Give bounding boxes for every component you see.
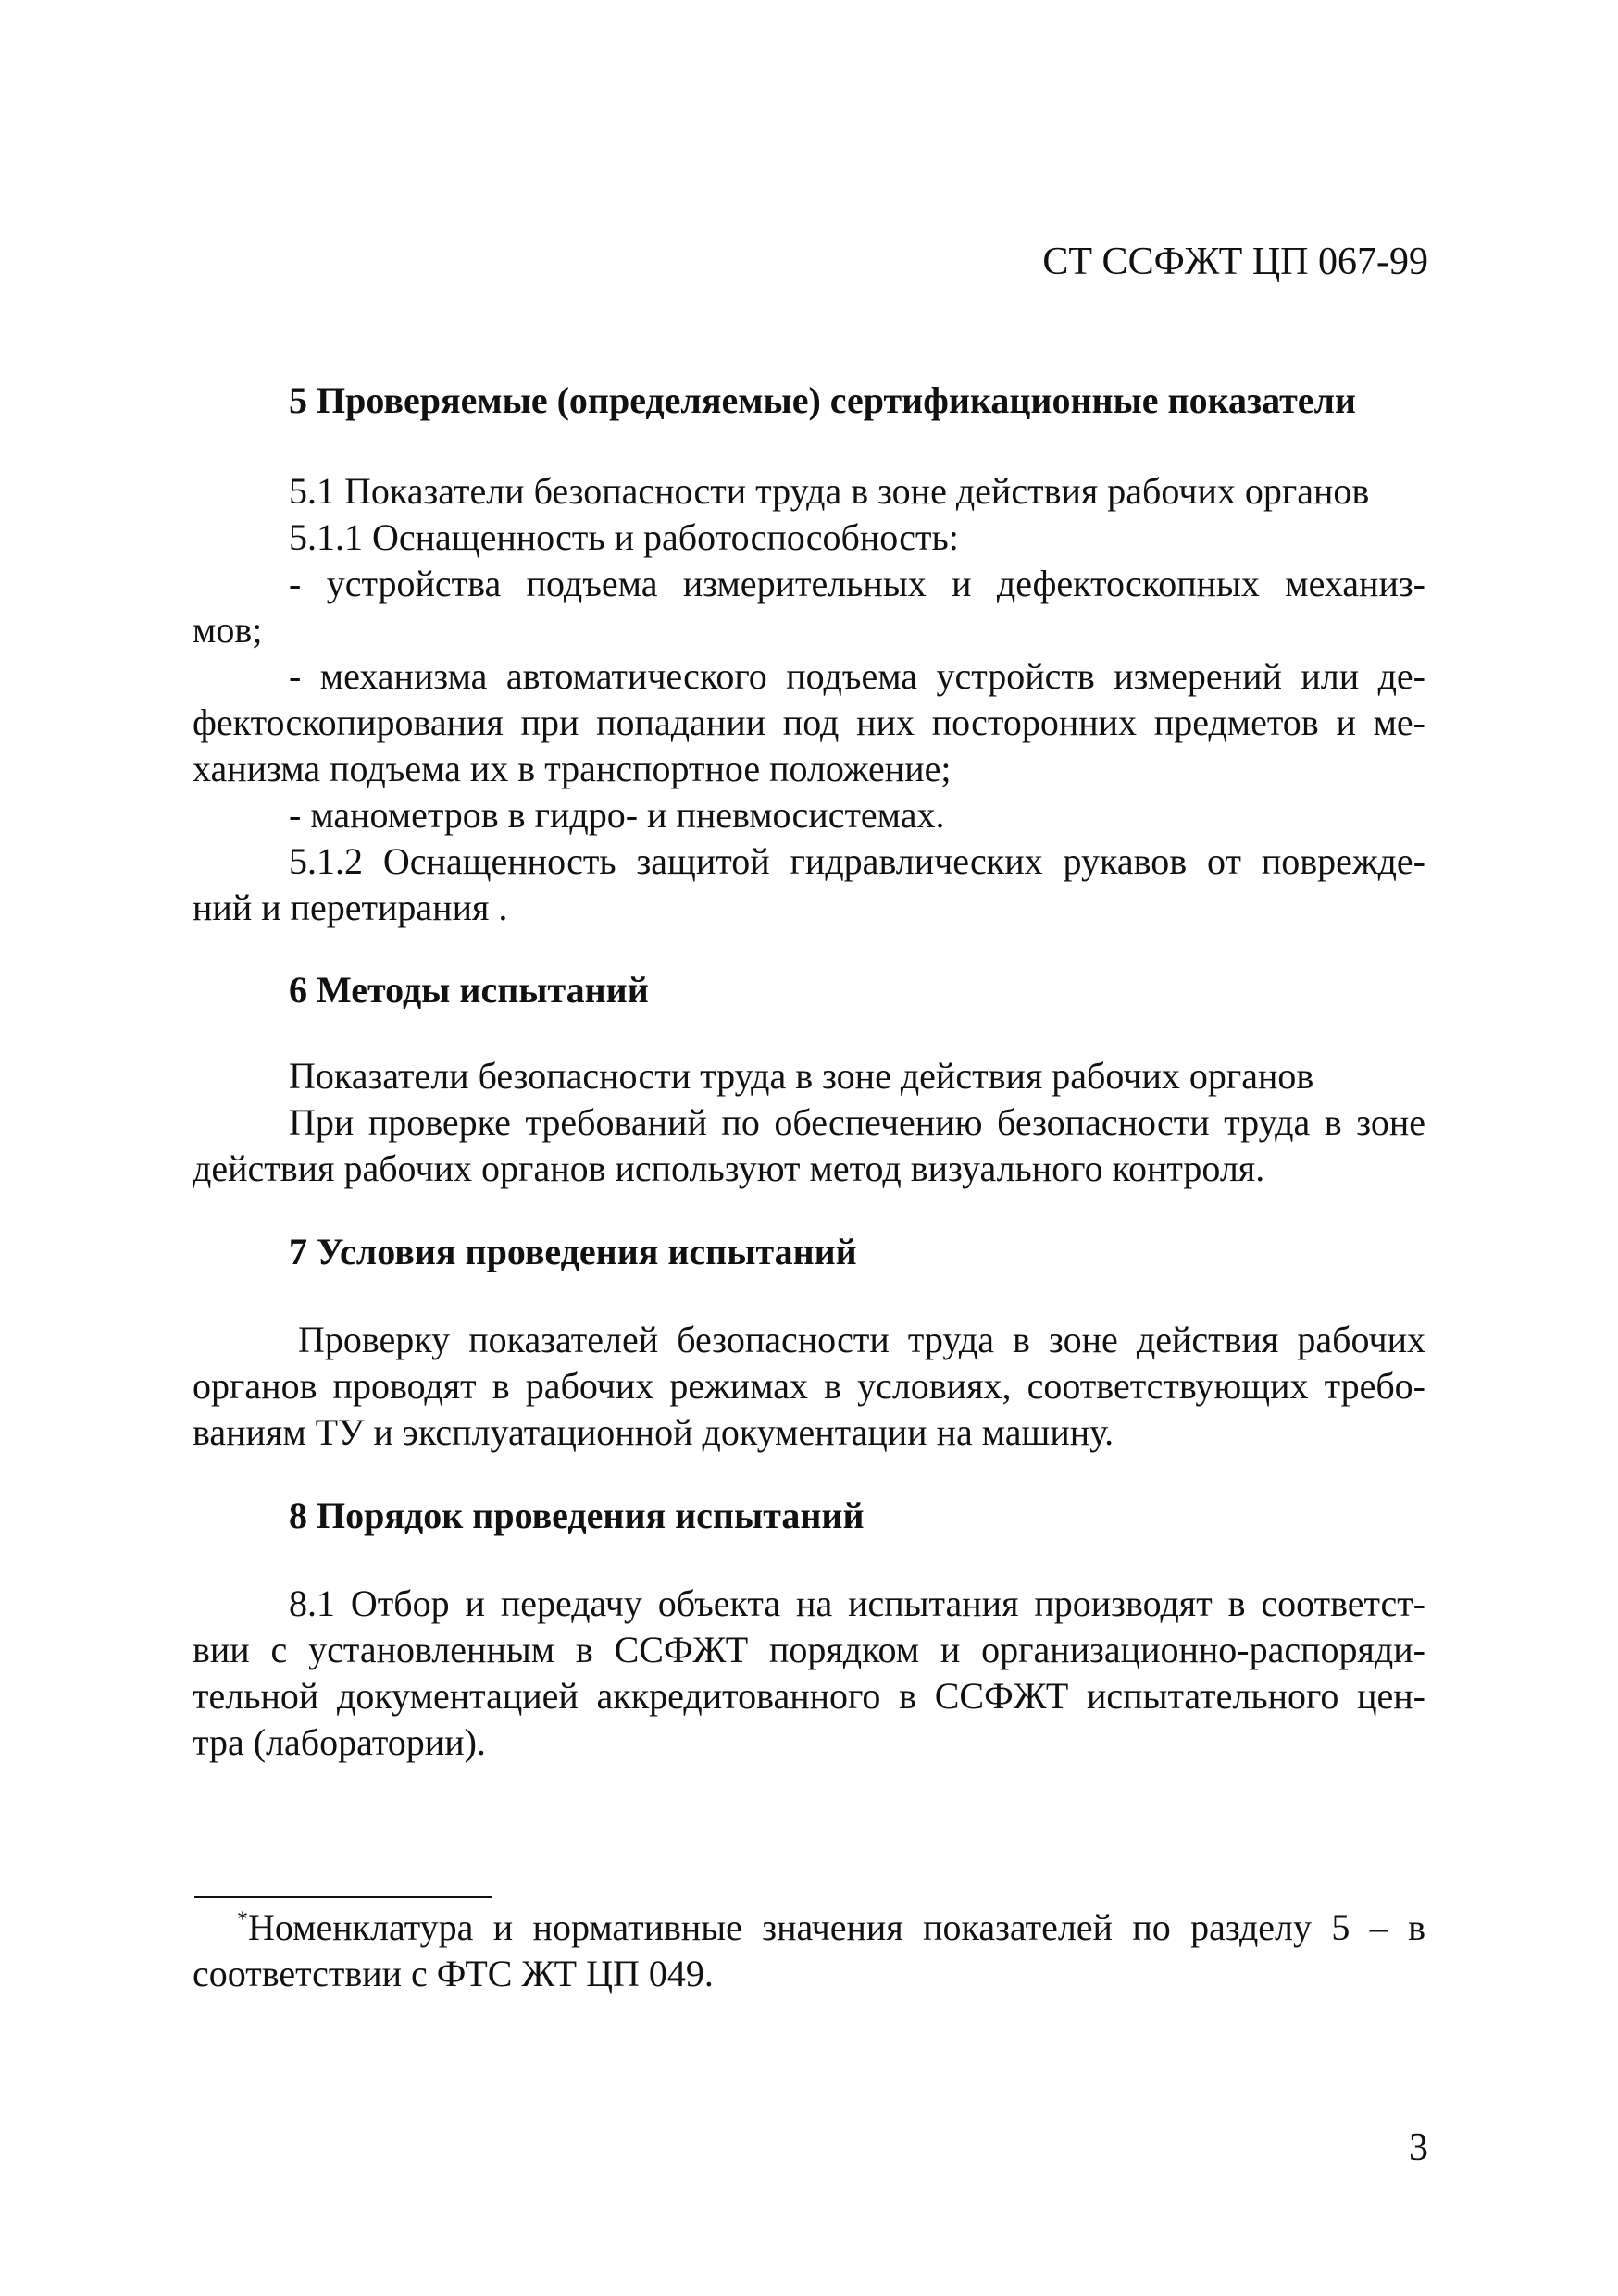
page-number: 3 [1409,2127,1428,2169]
paragraph-5-1-2-line-1: 5.1.2 Оснащенность защитой гидравлических рукавов от поврежде- [289,840,1425,882]
paragraph-5-1-2-line-2: ний и перетирания . [193,887,508,928]
list-item-1-line-2: мов; [193,609,263,651]
list-item-2-line-2: фектоскопирования при попадании под них посторонних предметов и ме- [193,701,1425,743]
section-8-line-1: 8.1 Отбор и передачу объекта на испытания производят в соответст- [289,1582,1425,1624]
section-6-line-1: Показатели безопасности труда в зоне действия рабочих органов [289,1055,1314,1097]
paragraph-5-1: 5.1 Показатели безопасности труда в зоне действия рабочих органов [289,470,1370,512]
footnote-line-1 [237,1905,1425,1951]
section-7-line-1: Проверку показателей безопасности труда в зоне действия рабочих [298,1319,1425,1360]
paragraph-5-1-1: 5.1.1 Оснащенность и работоспособность: [289,516,959,558]
footnote-line-2: соответствии с ФТС ЖТ ЦП 049. [193,1953,714,1994]
section-5-heading: 5 Проверяемые (определяемые) сертификационные показатели [289,379,1356,421]
section-6-line-3: действия рабочих органов используют метод визуального контроля. [193,1148,1265,1189]
list-item-1-line-1: - устройства подъема измерительных и дефектоскопных механиз- [289,563,1425,604]
footnote-separator [194,1896,492,1898]
section-8-heading: 8 Порядок проведения испытаний [289,1495,865,1536]
footnote-marker: * [237,1907,248,1932]
footnote-text-1: Номенклатура и нормативные значения показателей по разделу 5 – в [248,1906,1425,1948]
list-item-2-line-1: - механизма автоматического подъема устройств измерений или де- [289,655,1425,697]
section-8-line-3: тельной документацией аккредитованного в ССФЖТ испытательного цен- [193,1675,1425,1717]
section-6-line-2: При проверке требований по обеспечению безопасности труда в зоне [289,1101,1425,1143]
section-8-line-2: вии с установленным в ССФЖТ порядком и организационно-распоряди- [193,1629,1425,1670]
section-7-line-2: органов проводят в рабочих режимах в условиях, соответствующих требо- [193,1365,1425,1407]
section-8-line-4: тра (лаборатории). [193,1721,486,1763]
list-item-3: - манометров в гидро- и пневмосистемах. [289,794,945,836]
list-item-2-line-3: ханизма подъема их в транспортное положение; [193,748,952,789]
section-7-heading: 7 Условия проведения испытаний [289,1231,857,1272]
section-7-line-3: ваниям ТУ и эксплуатационной документации на машину. [193,1411,1114,1453]
document-code-header: СТ ССФЖТ ЦП 067-99 [1042,241,1428,283]
section-6-heading: 6 Методы испытаний [289,969,649,1011]
